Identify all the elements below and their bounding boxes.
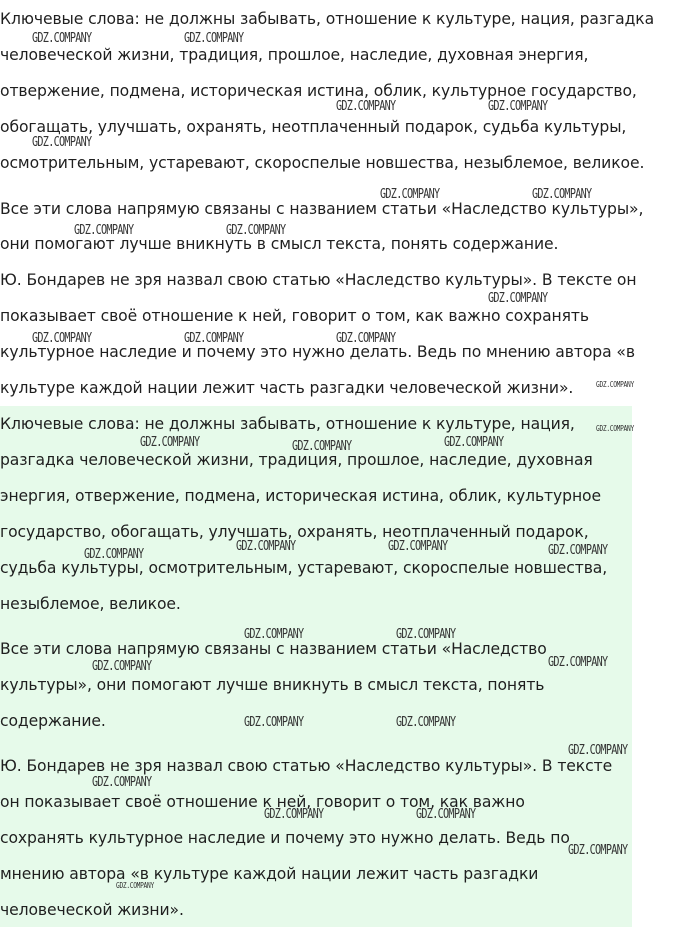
text-line: мнению автора «в культуре каждой нации лежит часть разгадки	[0, 865, 539, 883]
text-line: обогащать, улучшать, охранять, неотплаченный подарок, судьба культуры,	[0, 118, 627, 136]
text-line: человеческой жизни, традиция, прошлое, наследие, духовная энергия,	[0, 46, 589, 64]
text-line: судьба культуры, осмотрительным, устаревают, скороспелые новшества,	[0, 559, 608, 577]
watermark: GDZ.COMPANY	[568, 843, 628, 858]
watermark: GDZ.COMPANY	[264, 807, 324, 822]
watermark: GDZ.COMPANY	[336, 99, 396, 114]
text-line: человеческой жизни».	[0, 901, 184, 919]
watermark: GDZ.COMPANY	[244, 715, 304, 730]
text-line: сохранять культурное наследие и почему это нужно делать. Ведь по	[0, 829, 570, 847]
text-line: отвержение, подмена, историческая истина, облик, культурное государство,	[0, 82, 637, 100]
watermark: GDZ.COMPANY	[336, 331, 396, 346]
text-line: энергия, отвержение, подмена, историческая истина, облик, культурное	[0, 487, 601, 505]
watermark: GDZ.COMPANY	[548, 655, 608, 670]
watermark: GDZ.COMPANY	[226, 223, 286, 238]
text-line: он показывает своё отношение к ней, говорит о том, как важно	[0, 793, 525, 811]
watermark: GDZ.COMPANY	[236, 539, 296, 554]
watermark: GDZ.COMPANY	[74, 223, 134, 238]
watermark: GDZ.COMPANY	[92, 659, 152, 674]
watermark: GDZ.COMPANY	[32, 135, 92, 150]
watermark: GDZ.COMPANY	[532, 187, 592, 202]
text-line: Все эти слова напрямую связаны с названием статьи «Наследство культуры»,	[0, 200, 644, 218]
text-line: Все эти слова напрямую связаны с названием статьи «Наследство	[0, 640, 547, 658]
text-line: незыблемое, великое.	[0, 595, 181, 613]
watermark: GDZ.COMPANY	[444, 435, 504, 450]
watermark: GDZ.COMPANY	[568, 743, 628, 758]
watermark: GDZ.COMPANY	[488, 291, 548, 306]
text-line: государство, обогащать, улучшать, охранять, неотплаченный подарок,	[0, 523, 589, 541]
watermark: GDZ.COMPANY	[596, 424, 634, 433]
text-line: Ключевые слова: не должны забывать, отношение к культуре, нация, разгадка	[0, 10, 655, 28]
text-line: осмотрительным, устаревают, скороспелые новшества, незыблемое, великое.	[0, 154, 645, 172]
watermark: GDZ.COMPANY	[380, 187, 440, 202]
text-line: Ю. Бондарев не зря назвал свою статью «Наследство культуры». В тексте	[0, 757, 613, 775]
watermark: GDZ.COMPANY	[292, 439, 352, 454]
watermark: GDZ.COMPANY	[596, 380, 634, 389]
text-line: содержание.	[0, 712, 106, 730]
text-line: они помогают лучше вникнуть в смысл текста, понять содержание.	[0, 235, 559, 253]
watermark: GDZ.COMPANY	[388, 539, 448, 554]
watermark: GDZ.COMPANY	[184, 31, 244, 46]
watermark: GDZ.COMPANY	[396, 715, 456, 730]
text-line: разгадка человеческой жизни, традиция, прошлое, наследие, духовная	[0, 451, 593, 469]
watermark: GDZ.COMPANY	[244, 627, 304, 642]
watermark: GDZ.COMPANY	[488, 99, 548, 114]
watermark: GDZ.COMPANY	[84, 547, 144, 562]
watermark: GDZ.COMPANY	[396, 627, 456, 642]
text-line: культурное наследие и почему это нужно делать. Ведь по мнению автора «в	[0, 343, 635, 361]
text-line: показывает своё отношение к ней, говорит о том, как важно сохранять	[0, 307, 589, 325]
watermark: GDZ.COMPANY	[92, 775, 152, 790]
text-line: Ю. Бондарев не зря назвал свою статью «Наследство культуры». В тексте он	[0, 271, 637, 289]
watermark: GDZ.COMPANY	[184, 331, 244, 346]
watermark: GDZ.COMPANY	[116, 881, 154, 890]
watermark: GDZ.COMPANY	[32, 331, 92, 346]
watermark: GDZ.COMPANY	[32, 31, 92, 46]
text-line: культуры», они помогают лучше вникнуть в смысл текста, понять	[0, 676, 545, 694]
text-line: культуре каждой нации лежит часть разгадки человеческой жизни».	[0, 379, 574, 397]
text-line: Ключевые слова: не должны забывать, отношение к культуре, нация,	[0, 415, 575, 433]
watermark: GDZ.COMPANY	[416, 807, 476, 822]
watermark: GDZ.COMPANY	[140, 435, 200, 450]
watermark: GDZ.COMPANY	[548, 543, 608, 558]
